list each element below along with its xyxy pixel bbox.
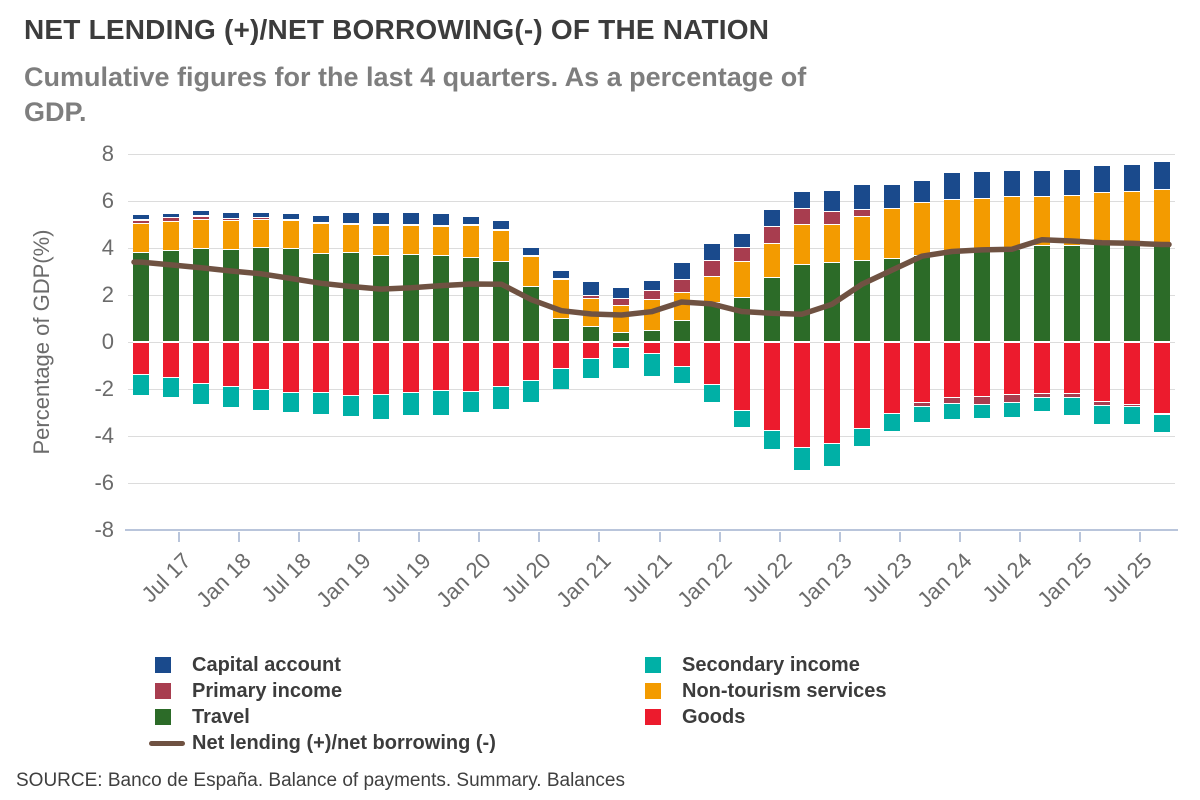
net-lending-line [128, 154, 1175, 530]
square-marker-icon [155, 709, 171, 725]
x-axis-tick [899, 532, 901, 542]
y-tick-label: 6 [101, 188, 114, 213]
x-tick-label: Jan 23 [791, 548, 857, 613]
x-tick-label: Jan 24 [912, 548, 977, 613]
legend-square-swatch [147, 657, 192, 673]
legend-item [147, 730, 496, 756]
y-axis-title: Percentage of GDP(%) [29, 229, 54, 455]
x-tick-label: Jul 20 [496, 548, 557, 608]
legend-label: Goods [682, 705, 746, 728]
x-tick-label: Jul 19 [376, 548, 436, 608]
plot-area [94, 141, 1175, 613]
y-tick-label: -8 [94, 517, 114, 542]
x-tick-label: Jul 21 [616, 548, 677, 608]
legend-square-swatch [637, 683, 682, 699]
y-tick-label: -2 [94, 376, 114, 401]
legend-label: Travel [192, 705, 250, 728]
x-axis-tick [238, 532, 240, 542]
x-tick-label: Jul 23 [857, 548, 917, 608]
legend-item [637, 652, 887, 678]
x-axis-tick [1019, 532, 1021, 542]
legend-column-right [637, 652, 887, 730]
chart-subtitle-line1: Cumulative figures for the last 4 quarters. As a percentage of [24, 62, 807, 92]
x-tick-label: Jul 24 [977, 548, 1037, 608]
legend-line-swatch [147, 741, 192, 746]
x-axis-tick [659, 532, 661, 542]
legend-square-swatch [147, 709, 192, 725]
source-note: SOURCE: Banco de España. Balance of payments. Summary. Balances [16, 770, 626, 791]
x-axis-tick [1079, 532, 1081, 542]
legend-square-swatch [147, 683, 192, 699]
x-tick-label: Jan 19 [311, 548, 376, 613]
square-marker-icon [645, 709, 661, 725]
chart-subtitle [24, 60, 806, 130]
x-axis-tick [598, 532, 600, 542]
legend-column-left [147, 652, 496, 756]
y-tick-label: 2 [101, 282, 114, 307]
legend-item [637, 678, 887, 704]
y-tick-label: 8 [101, 141, 114, 166]
x-axis-tick [418, 532, 420, 542]
y-tick-label: 4 [101, 235, 114, 260]
x-axis-tick [959, 532, 961, 542]
x-axis-tick [298, 532, 300, 542]
legend-square-swatch [637, 657, 682, 673]
legend-label: Secondary income [682, 653, 860, 676]
x-axis-tick [719, 532, 721, 542]
x-axis-tick [1139, 532, 1141, 542]
y-tick-label: -6 [94, 470, 114, 495]
legend-square-swatch [637, 709, 682, 725]
square-marker-icon [645, 657, 661, 673]
x-tick-label: Jan 25 [1032, 548, 1097, 613]
legend-item [147, 652, 496, 678]
chart-title: NET LENDING (+)/NET BORROWING(-) OF THE NATION [24, 14, 770, 45]
x-tick-label: Jan 22 [671, 548, 737, 613]
x-tick-label: Jul 25 [1097, 548, 1157, 608]
x-tick-label: Jan 21 [551, 548, 617, 613]
legend-item [147, 678, 496, 704]
x-axis-tick [478, 532, 480, 542]
square-marker-icon [645, 683, 661, 699]
x-axis-tick [779, 532, 781, 542]
legend-label: Non-tourism services [682, 679, 887, 702]
chart-subtitle-line2: GDP. [24, 97, 87, 127]
y-tick-label: -4 [94, 423, 114, 448]
x-axis-tick [538, 532, 540, 542]
x-tick-label: Jul 17 [136, 548, 196, 608]
legend-label: Capital account [192, 653, 341, 676]
net-lending-polyline [134, 240, 1169, 315]
x-axis-tick [358, 532, 360, 542]
square-marker-icon [155, 683, 171, 699]
line-marker-icon [149, 741, 185, 746]
y-tick-label: 0 [101, 329, 114, 354]
x-axis-tick [178, 532, 180, 542]
legend-label: Net lending (+)/net borrowing (-) [192, 731, 496, 754]
x-tick-label: Jan 18 [191, 548, 256, 613]
x-axis-tick [839, 532, 841, 542]
x-tick-label: Jul 22 [737, 548, 797, 608]
legend-item [637, 704, 887, 730]
legend-label: Primary income [192, 679, 343, 702]
square-marker-icon [155, 657, 171, 673]
x-tick-label: Jul 18 [256, 548, 316, 608]
legend-item [147, 704, 496, 730]
x-tick-label: Jan 20 [431, 548, 496, 613]
